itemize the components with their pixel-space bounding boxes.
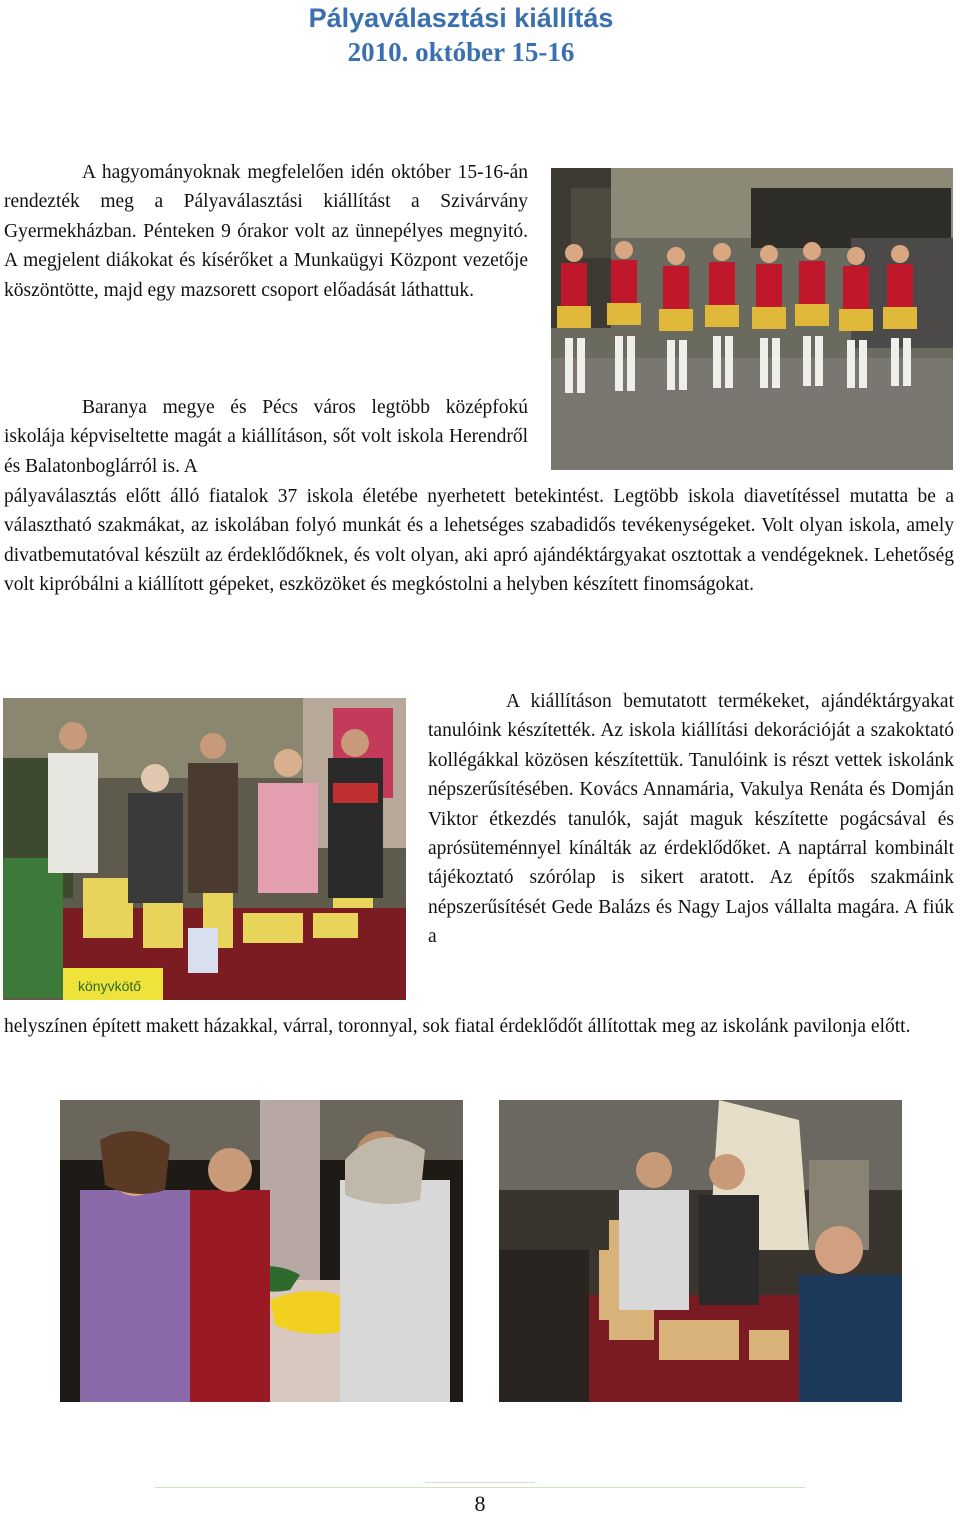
majorette-photo	[551, 168, 953, 470]
page-number: 8	[474, 1491, 486, 1516]
model-building-photo	[499, 1100, 902, 1402]
page-title: Pályaválasztási kiállítás	[308, 3, 614, 33]
pastry-serving-photo	[60, 1100, 463, 1402]
footer-divider	[155, 1487, 805, 1488]
exhibit-paragraph-continued: helyszínen épített makett házakkal, várral, toronnyal, sok fiatal érdeklődőt állítottak meg az iskolánk pavilonja előtt.	[4, 1016, 911, 1037]
schools-paragraph-start: Baranya megye és Pécs város legtöbb középfokú iskolája képviseltette magát a kiállításon, sőt volt iskola Herendről és Balatonboglárról is. A	[4, 397, 528, 477]
intro-paragraph: A hagyományoknak megfelelően idén október 15-16-án rendezték meg a Pályaválasztási kiállítást a Szivárvány Gyermekházban. Pénteken 9 órakor volt az ünnepélyes megnyitó. A megjelent diákokat és kísérőket a Munkaügyi Központ vezetője köszöntötte, majd egy mazsorett csoport előadását láthattuk.	[4, 162, 528, 301]
event-date: 2010. október 15-16	[347, 37, 575, 67]
booth-sign-text: könyvkötő	[78, 978, 142, 994]
schools-paragraph-continued: pályaválasztás előtt álló fiatalok 37 iskola életébe nyerhetett betekintést. Legtöbb iskola diavetítéssel mutatta be a választható szakmákat, az iskolában folyó munkát és a lehetséges szabadidős tevékenységeket. Volt olyan iskola, amely divatbemutatóval készült az érdeklődőknek, és volt olyan, aki apró ajándéktárgyakat osztottak a vendégeknek. Lehetőség volt kipróbálni a kiállított gépeket, eszközöket és megkóstolni a helyben készített finomságokat.	[4, 486, 954, 596]
exhibit-paragraph-start: A kiállításon bemutatott termékeket, ajándéktárgyakat tanulóink készítették. Az iskola kiállítási dekorációját a szakoktató kollégákkal közösen készítettük. Tanulóink is részt vettek iskolánk népszerűsítésében. Kovács Annamária, Vakulya Renáta és Domján Viktor étkezdés tanulók, saját maguk készítette pogácsával és aprósüteménnyel kínálták az érdeklődőket. A naptárral kombinált tájékoztató szórólap is sikert aratott. Az építős szakmáink népszerűsítését Gede Balázs és Nagy Lajos vállalta magára. A fiúk a	[428, 691, 954, 948]
booth-group-photo	[3, 698, 406, 1000]
footer-divider-accent	[425, 1482, 535, 1483]
